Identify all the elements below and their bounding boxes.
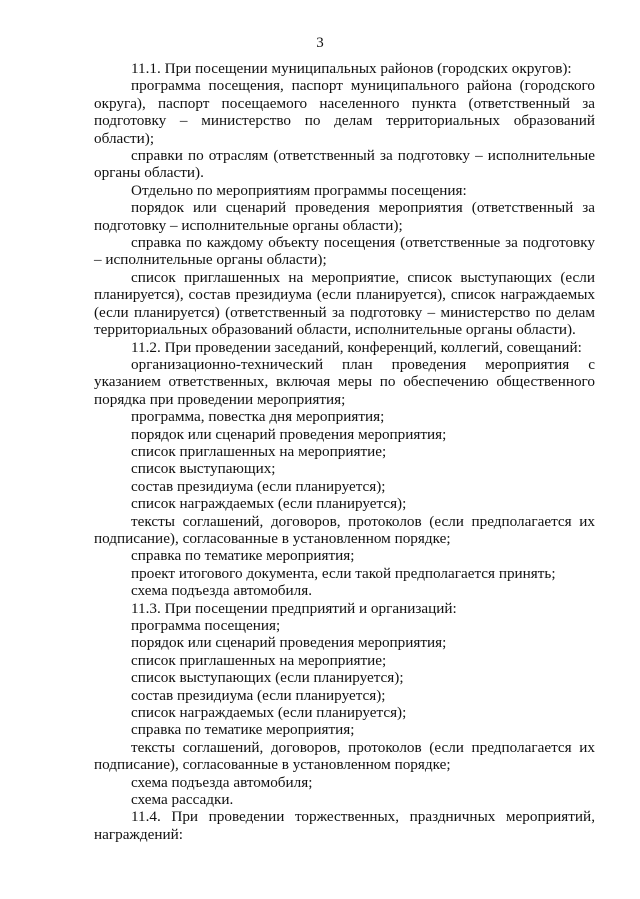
list-item: порядок или сценарий проведения мероприятия;	[131, 425, 447, 443]
list-item: справка по каждому объекту посещения (ответственные за подготовку – исполнительные органы области);	[94, 234, 595, 269]
list-item: список выступающих (если планируется);	[131, 669, 404, 687]
list-item: справки по отраслям (ответственный за подготовку – исполнительные органы области).	[94, 147, 595, 182]
list-item: порядок или сценарий проведения мероприятия (ответственный за подготовку – исполнительные органы области);	[94, 199, 595, 234]
list-item: организационно-технический план проведения мероприятия с указанием ответственных, включая меры по обеспечению общественного порядка при проведении мероприятия;	[94, 355, 595, 408]
list-item: проект итогового документа, если такой предполагается принять;	[131, 564, 556, 582]
list-item: программа посещения;	[131, 617, 281, 634]
section-11-1-heading: 11.1. При посещении муниципальных районов (городских округов):	[131, 60, 572, 77]
list-item: список выступающих;	[131, 460, 276, 478]
list-item: список приглашенных на мероприятие, список выступающих (если планируется), состав президиума (если планируется), список награждаемых (если планируется) (ответственный за подготовку – министерство по делам территориальных образований области, исполнительные органы области).	[94, 268, 595, 339]
list-item: схема подъезда автомобиля.	[131, 582, 313, 600]
list-item: тексты соглашений, договоров, протоколов (если предполагается их подписание), согласованные в установленном порядке;	[94, 738, 595, 774]
list-item: состав президиума (если планируется);	[131, 686, 386, 704]
section-11-4-heading: 11.4. При проведении торжественных, праздничных мероприятий, награждений:	[94, 808, 595, 843]
section-11-2-heading: 11.2. При проведении заседаний, конференций, коллегий, совещаний:	[131, 338, 582, 356]
section-11-3-heading: 11.3. При посещении предприятий и организаций:	[131, 599, 457, 617]
list-item: схема рассадки.	[131, 791, 234, 809]
list-item: тексты соглашений, договоров, протоколов (если предполагается их подписание), согласованные в установленном порядке;	[94, 512, 595, 547]
list-item: порядок или сценарий проведения мероприятия;	[131, 634, 447, 652]
list-item: справка по тематике мероприятия;	[131, 721, 355, 739]
page-number: 3	[316, 35, 324, 51]
document-body	[94, 60, 595, 843]
list-item: программа, повестка дня мероприятия;	[131, 408, 385, 426]
subheading: Отдельно по мероприятиям программы посещения:	[131, 181, 467, 199]
list-item: схема подъезда автомобиля;	[131, 773, 313, 791]
list-item: справка по тематике мероприятия;	[131, 547, 355, 565]
list-item: состав президиума (если планируется);	[131, 477, 386, 495]
list-item: список награждаемых (если планируется);	[131, 704, 407, 722]
list-item: программа посещения, паспорт муниципального района (городского округа), паспорт посещаемого населенного пункта (ответственный за подготовку – министерство по делам территориальных образований области);	[94, 77, 595, 147]
list-item: список награждаемых (если планируется);	[131, 495, 407, 513]
list-item: список приглашенных на мероприятие;	[131, 442, 387, 460]
list-item: список приглашенных на мероприятие;	[131, 651, 387, 669]
